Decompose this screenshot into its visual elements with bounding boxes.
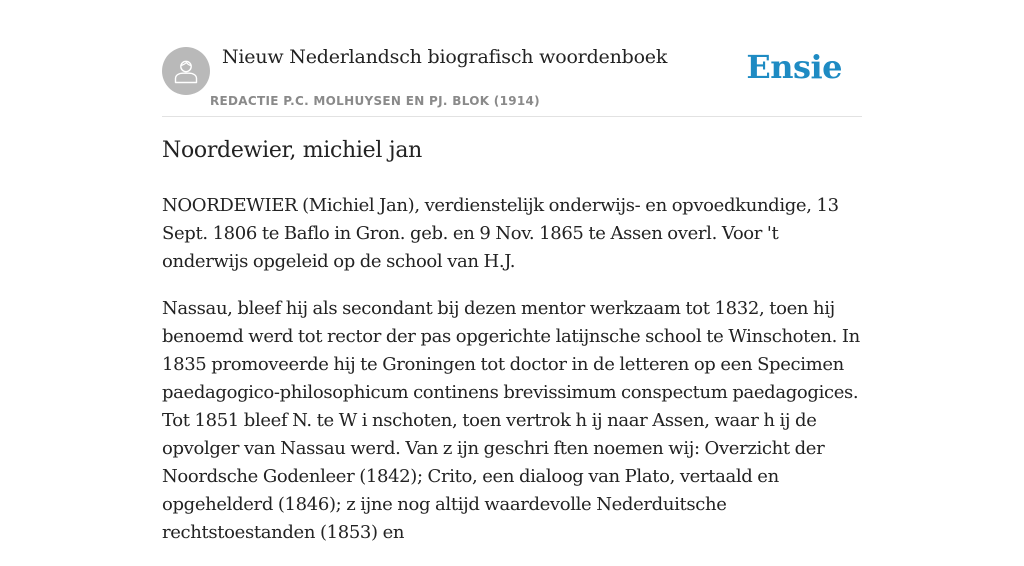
- user-placeholder-icon: [171, 56, 201, 86]
- entry-content: [162, 192, 862, 566]
- entry-paragraph: NOORDEWIER (Michiel Jan), verdienstelijk onderwijs- en opvoedkundige, 13 Sept. 1806 te Baflo in Gron. geb. en 9 Nov. 1865 te Assen overl. Voor 't onderwijs opgeleid op de school van H.J.: [162, 195, 839, 272]
- page-title: Noordewier, michiel jan: [162, 138, 423, 163]
- book-title[interactable]: Nieuw Nederlandsch biografisch woordenboek: [222, 46, 668, 68]
- book-header: [162, 44, 862, 117]
- book-author: REDACTIE P.C. MOLHUYSEN EN PJ. BLOK (1914): [210, 94, 540, 108]
- entry-paragraph: Nassau, bleef hij als secondant bij dezen mentor werkzaam tot 1832, toen hij benoemd werd tot rector der pas opgerichte latijnsche school te Winschoten. In 1835 promoveerde hij te Groningen tot doctor in de letteren op een Specimen paedagogico-philosophicum continens brevissimum conspectum paedagogices. Tot 1851 bleef N. te W i nschoten, toen vertrok h ij naar Assen, waar h ij de opvolger van Nassau werd. Van z ijn geschri ften noemen wij: Overzicht der Noordsche Godenleer (1842); Crito, een dialoog van Plato, vertaald en opgehelderd (1846); z ijne nog altijd waardevolle Nederduitsche rechtstoestanden (1853) en: [162, 298, 860, 543]
- brand-logo[interactable]: Ensie: [746, 48, 842, 86]
- avatar[interactable]: [162, 47, 210, 95]
